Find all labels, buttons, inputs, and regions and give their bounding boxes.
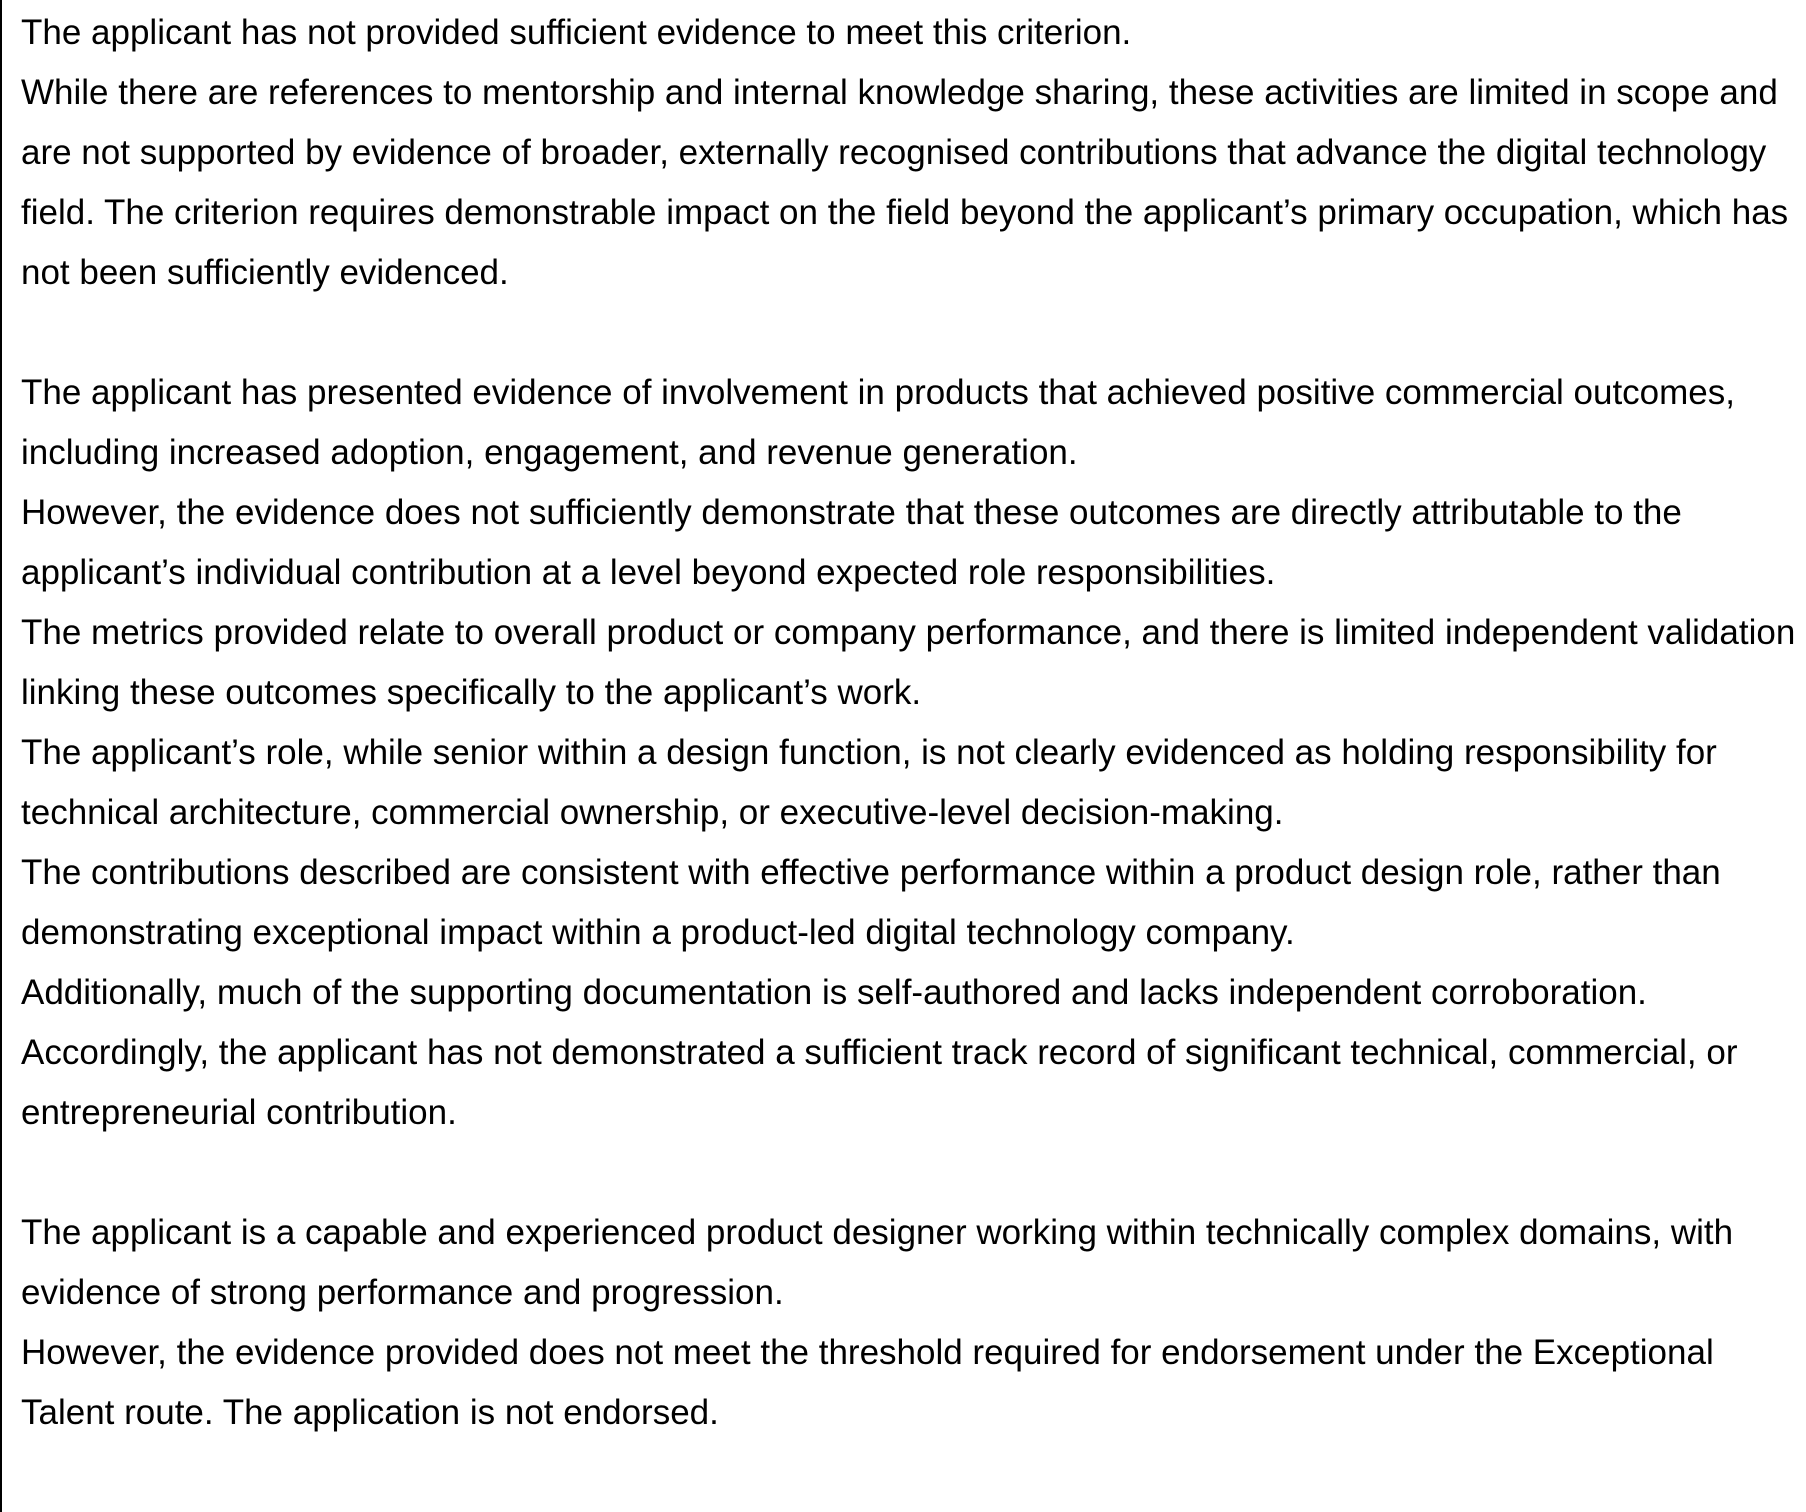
paragraph: The metrics provided relate to overall product or company performance, and there is limited independent validation linking these outcomes specifically to the applicant’s work.: [21, 613, 1796, 712]
paragraph: The applicant’s role, while senior within a design function, is not clearly evidenced as holding responsibility for technical architecture, commercial ownership, or executive-level decision-making.: [21, 733, 1717, 832]
paragraph: Accordingly, the applicant has not demonstrated a sufficient track record of significant technical, commercial, or entrepreneurial contribution.: [21, 1033, 1738, 1132]
paragraph: The applicant has not provided sufficient evidence to meet this criterion.: [21, 13, 1132, 52]
conclusion-section: [21, 1203, 1796, 1443]
paragraph: While there are references to mentorship and internal knowledge sharing, these activities are limited in scope and are not supported by evidence of broader, externally recognised contributions that advance the digital technology field. The criterion requires demonstrable impact on the field beyond the applicant’s primary occupation, which has not been sufficiently evidenced.: [21, 73, 1789, 292]
paragraph: However, the evidence does not sufficiently demonstrate that these outcomes are directly attributable to the applicant’s individual contribution at a level beyond expected role responsibilities.: [21, 493, 1682, 592]
criterion-assessment-section: [21, 3, 1796, 303]
paragraph: The contributions described are consistent with effective performance within a product design role, rather than demonstrating exceptional impact within a product-led digital technology company.: [21, 853, 1721, 952]
commercial-contribution-section: [21, 363, 1796, 1143]
paragraph: The applicant has presented evidence of involvement in products that achieved positive commercial outcomes, including increased adoption, engagement, and revenue generation.: [21, 373, 1735, 472]
paragraph: The applicant is a capable and experienced product designer working within technically complex domains, with evidence of strong performance and progression.: [21, 1213, 1734, 1312]
paragraph: Additionally, much of the supporting documentation is self-authored and lacks independent corroboration.: [21, 973, 1647, 1012]
paragraph: However, the evidence provided does not meet the threshold required for endorsement under the Exceptional Talent route. The application is not endorsed.: [21, 1333, 1714, 1432]
